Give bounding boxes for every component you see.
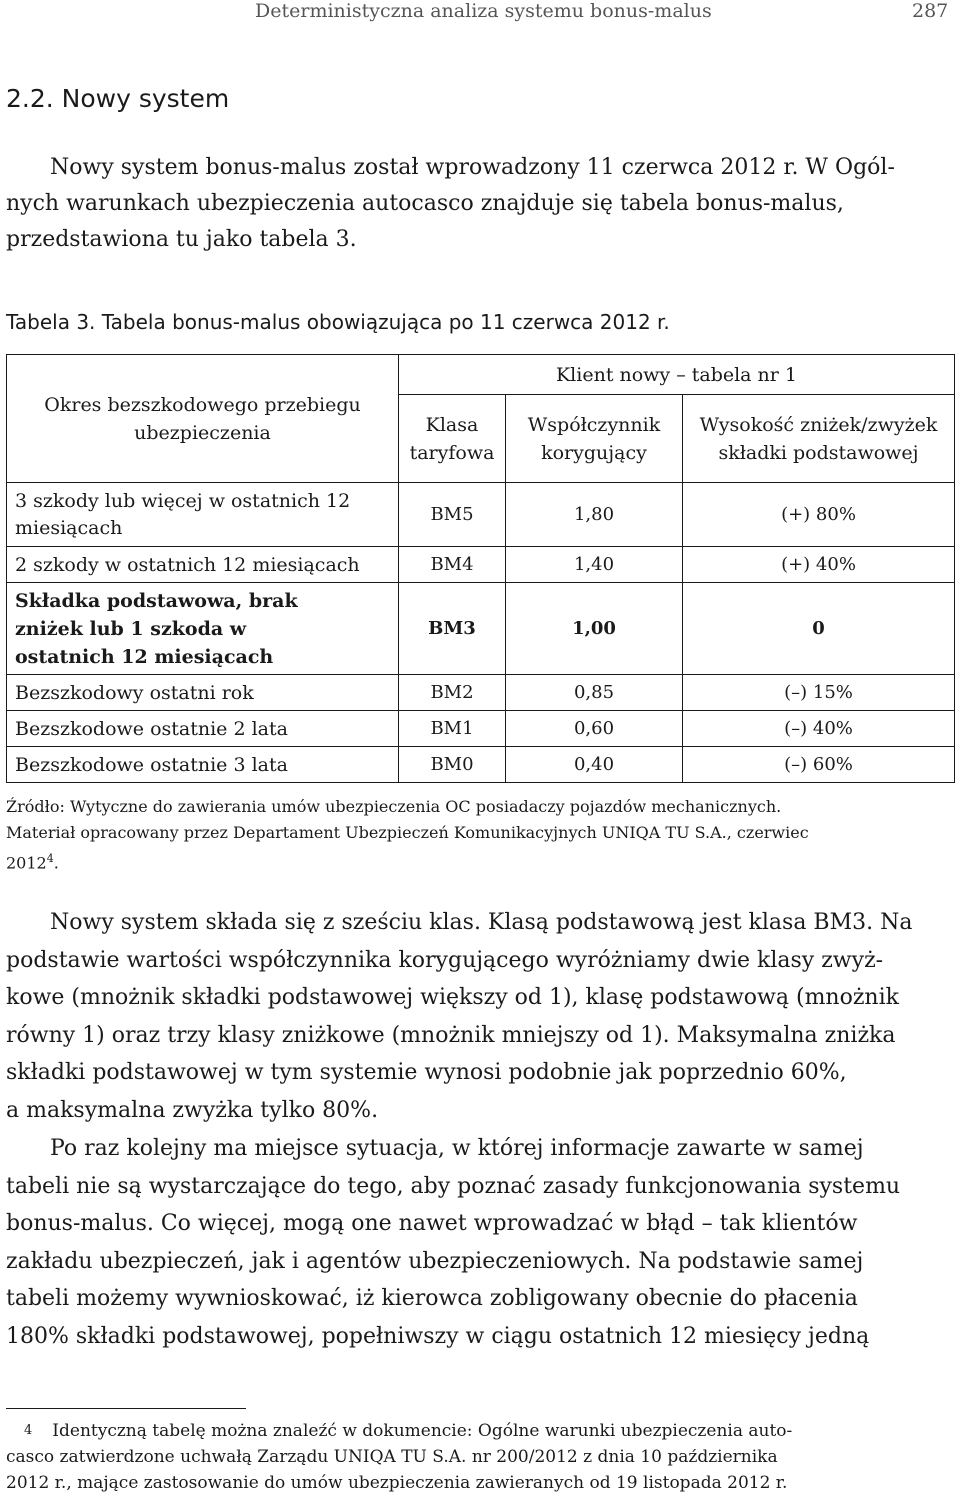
cell-change: (–) 60% [683, 747, 955, 783]
cell-class: BM4 [399, 547, 506, 583]
text-line: podstawie wartości współczynnika korygującego wyróżniamy dwie klasy zwyż- [6, 947, 884, 973]
text-line: równy 1) oraz trzy klasy zniżkowe (mnożnik mniejszy od 1). Maksymalna zniżka [6, 1022, 896, 1048]
text-line: a maksymalna zwyżka tylko 80%. [6, 1097, 379, 1123]
cell-coefficient: 1,80 [506, 483, 683, 547]
body-paragraph-1 [6, 904, 954, 1129]
cell-change: (–) 40% [683, 711, 955, 747]
header-period: Okres bezszkodowego przebiegu ubezpieczenia [7, 355, 399, 483]
footnote-marker: 4 [24, 1423, 33, 1438]
text-line: kowe (mnożnik składki podstawowej większy od 1), klasę podstawową (mnożnik [6, 985, 899, 1010]
cell-period: 3 szkody lub więcej w ostatnich 12 miesiącach [7, 483, 399, 547]
footnote-divider [6, 1408, 246, 1409]
cell-change: 0 [683, 583, 955, 675]
header-coefficient: Współczynnik korygujący [506, 395, 683, 483]
source-year: 2012 [6, 853, 47, 873]
text-line: przedstawiona tu jako tabela 3. [6, 227, 357, 252]
table-row [7, 675, 955, 711]
cell-class: BM5 [399, 483, 506, 547]
cell-class: BM2 [399, 675, 506, 711]
header-class: Klasa taryfowa [399, 395, 506, 483]
text-line: Nowy system składa się z sześciu klas. Klasą podstawową jest klasa BM3. Na [50, 910, 913, 935]
table-row [7, 711, 955, 747]
body-paragraph-2 [6, 1130, 954, 1355]
page-number: 287 [912, 0, 949, 22]
source-note [6, 794, 954, 876]
header-change: Wysokość zniżek/zwyżek składki podstawowej [683, 395, 955, 483]
cell-period: Bezszkodowe ostatnie 2 lata [7, 711, 399, 747]
cell-coefficient: 1,00 [506, 583, 683, 675]
cell-class: BM3 [399, 583, 506, 675]
text-line: casco zatwierdzone uchwałą Zarządu UNIQA TU S.A. nr 200/2012 z dnia 10 października [6, 1447, 778, 1467]
cell-period: 2 szkody w ostatnich 12 miesiącach [7, 547, 399, 583]
footnote-text: Identyczną tabelę można znaleźć w dokumencie: Ogólne warunki ubezpieczenia auto- [52, 1421, 793, 1441]
footnote-ref[interactable]: 4 [46, 852, 54, 865]
text-line: Źródło: Wytyczne do zawierania umów ubezpieczenia OC posiadaczy pojazdów mechanicznych. [6, 797, 782, 816]
table-row [7, 547, 955, 583]
bonus-malus-table [6, 354, 955, 783]
text-line: składki podstawowej w tym systemie wynosi podobnie jak poprzednio 60%, [6, 1060, 847, 1085]
text-line: tabeli możemy wywnioskować, iż kierowca zobligowany obecnie do płacenia [6, 1286, 858, 1311]
period-mark: . [53, 853, 59, 873]
running-title: Deterministyczna analiza systemu bonus-malus [255, 0, 712, 22]
text-line: 2012 r., mające zastosowanie do umów ubezpieczenia zawieranych od 19 listopada 2012 r. [6, 1473, 788, 1493]
text-line [6, 1418, 954, 1444]
cell-coefficient: 1,40 [506, 547, 683, 583]
text-line: bonus-malus. Co więcej, mogą one nawet wprowadzać w błąd – tak klientów [6, 1211, 858, 1236]
cell-period: Składka podstawowa, brak zniżek lub 1 szkoda w ostatnich 12 miesiącach [7, 583, 399, 675]
table-group-header-row [7, 355, 955, 395]
cell-period: Bezszkodowy ostatni rok [7, 675, 399, 711]
table-row [7, 483, 955, 547]
text-line: Po raz kolejny ma miejsce sytuacja, w której informacje zawarte w samej [50, 1136, 864, 1161]
cell-change: (+) 40% [683, 547, 955, 583]
cell-coefficient: 0,85 [506, 675, 683, 711]
text-line: tabeli nie są wystarczające do tego, aby poznać zasady funkcjonowania systemu [6, 1173, 901, 1199]
text-line: 180% składki podstawowej, popełniwszy w ciągu ostatnich 12 miesięcy jedną [6, 1323, 870, 1349]
header-group: Klient nowy – tabela nr 1 [399, 355, 955, 395]
text-line: Materiał opracowany przez Departament Ubezpieczeń Komunikacyjnych UNIQA TU S.A., czerwiec [6, 823, 809, 842]
table-row-base-class [7, 583, 955, 675]
cell-change: (+) 80% [683, 483, 955, 547]
footnote [6, 1418, 954, 1496]
running-head [0, 0, 960, 24]
intro-paragraph [6, 150, 954, 258]
section-heading: 2.2. Nowy system [6, 84, 230, 113]
table-caption: Tabela 3. Tabela bonus-malus obowiązująca po 11 czerwca 2012 r. [6, 310, 670, 334]
text-line: Nowy system bonus-malus został wprowadzony 11 czerwca 2012 r. W Ogól- [50, 155, 895, 180]
text-line: nych warunkach ubezpieczenia autocasco znajduje się tabela bonus-malus, [6, 191, 844, 216]
text-line: zakładu ubezpieczeń, jak i agentów ubezpieczeniowych. Na podstawie samej [6, 1248, 864, 1274]
cell-coefficient: 0,40 [506, 747, 683, 783]
text-line [6, 846, 954, 876]
cell-class: BM0 [399, 747, 506, 783]
cell-class: BM1 [399, 711, 506, 747]
cell-period: Bezszkodowe ostatnie 3 lata [7, 747, 399, 783]
cell-change: (–) 15% [683, 675, 955, 711]
table-row [7, 747, 955, 783]
cell-coefficient: 0,60 [506, 711, 683, 747]
